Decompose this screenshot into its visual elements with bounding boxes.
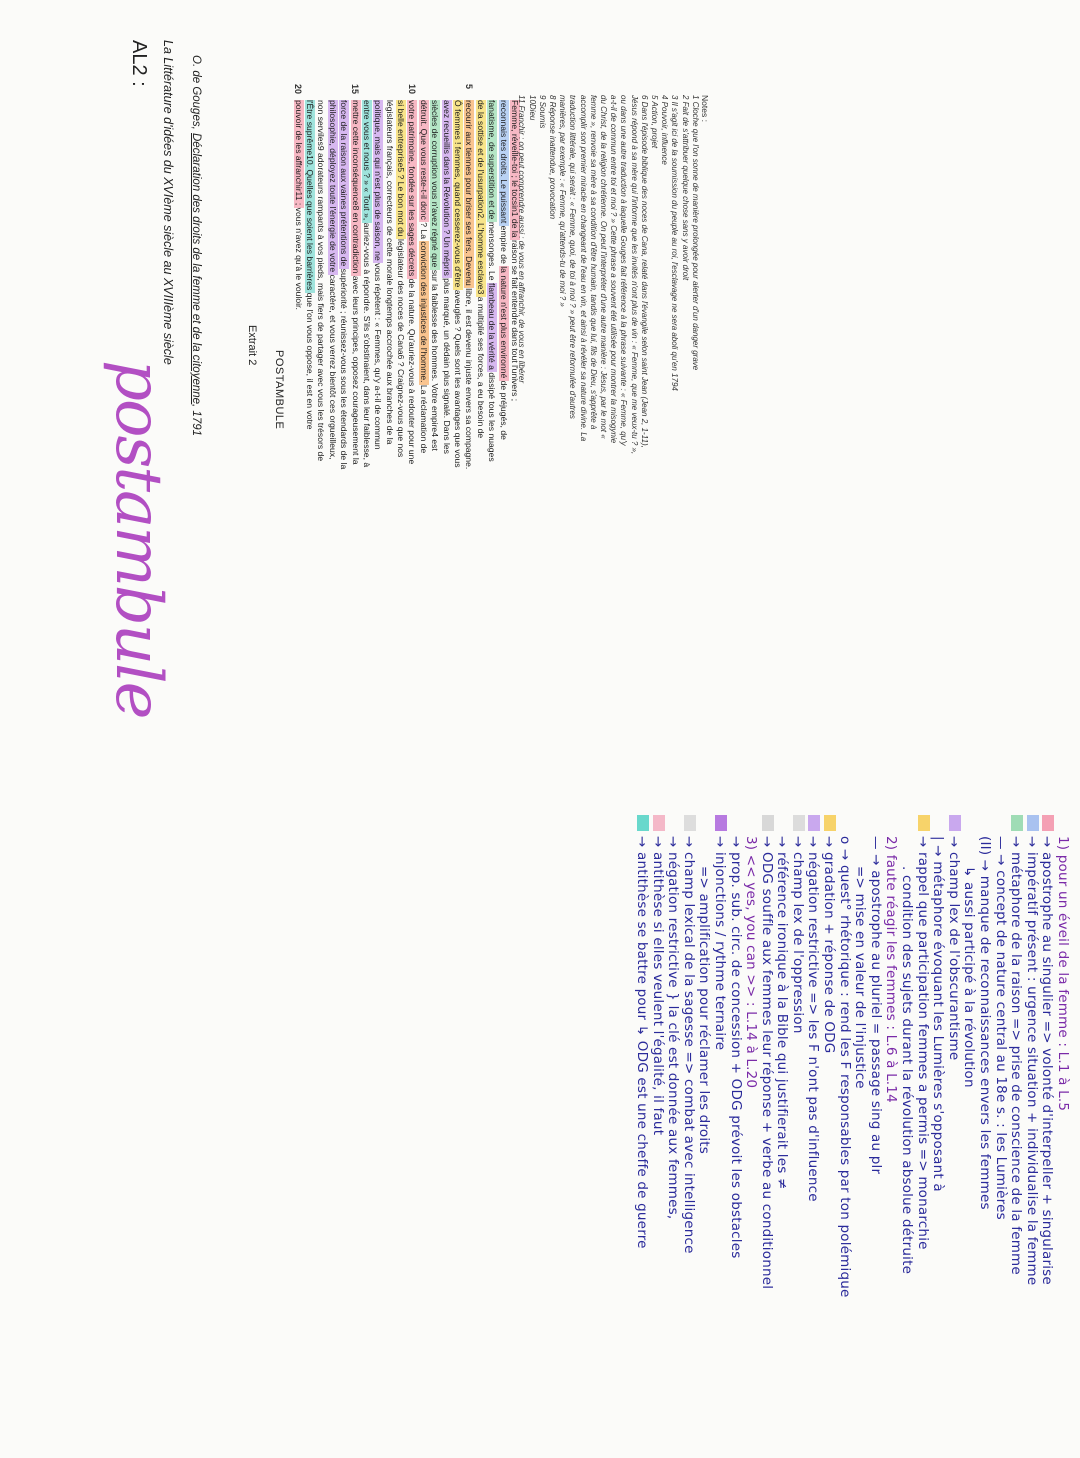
passage-line: l'Être suprême10. Quelles que soient les barrières que l'on vous oppose, il est en votre [304, 100, 315, 430]
page-label: AL2 : [128, 40, 150, 87]
analysis-item [930, 815, 946, 1455]
highlight-swatch [949, 815, 961, 831]
passage-line: politique, mais qui n'est plus de saison, ne vous répètent : « Femmes, qu'y a-t-il de commun [373, 100, 384, 450]
handwritten-analysis [633, 815, 1070, 1455]
section-title: POSTAMBULE [273, 350, 285, 430]
footnote: manières, par exemple : « Femme, qu'attends-tu de moi ? » [558, 95, 568, 307]
footnote: 8 Réponse inattendue, provocation [547, 95, 557, 220]
passage-line: fanatisme, de superstition et de mensonges. Le flambeau de la vérité a dissipé tous les nuages [487, 100, 498, 462]
analysis-item [633, 815, 649, 1455]
line-number: 5 [464, 84, 475, 90]
analysis-text: — → apostrophe au pluriel = passage sing au plr [867, 836, 884, 1175]
analysis-item [711, 815, 727, 1455]
passage-line: Femme, réveille-toi ; le tocsin1 de la raison se fait entendre dans tout l'univers ; [510, 100, 520, 402]
analysis-text: → injonctions / rythme ternaire [711, 836, 728, 1051]
footnote: 6 Dans l'épisode biblique des noces de Cana, relaté dans l'évangile selon saint Jean (Jean 2, 1-11), [639, 95, 649, 448]
passage-text [290, 84, 520, 760]
analysis-item [1039, 815, 1055, 1455]
passage-line: avez recueillis dans la Révolution ? Un mépris plus marqué, un dédain plus signalé. Dans les [441, 100, 452, 454]
passage-line: force de la raison aux vaines prétentions de supériorité ; réunissez-vous sous les étendards de la [339, 100, 350, 470]
footnote: du Christ, de la religion chrétienne. On peut l'interpréter d'une autre manière : Jésus, par le mot « [598, 95, 608, 439]
passage-line: recourir aux tiennes pour briser ses fers. Devenu libre, il est devenu injuste envers sa compagne. [464, 100, 475, 470]
analysis-text: => mise en valeur de l'injustice [852, 866, 869, 1089]
analysis-item [758, 815, 774, 1455]
analysis-text: → antithèse se battre pour ↳ ODG est une cheffe de guerre [633, 836, 650, 1249]
analysis-item [976, 815, 992, 1455]
passage-line: pouvoir de les affranchir11 ; vous n'avez qu'à le vouloir. [293, 100, 304, 310]
highlight-swatch [793, 815, 805, 831]
passage-line: reconnais tes droits. Le puissant empire de la nature n'est plus environné de préjugés, de [498, 100, 509, 440]
analysis-text: (II) → manque de reconnaissances envers les femmes [977, 836, 994, 1210]
analysis-item [883, 815, 899, 1455]
source-author: O. de Gouges, [190, 55, 202, 133]
analysis-text: → champ lexical de la sagesse => combat avec intelligence [680, 836, 697, 1254]
passage-line: siècles de corruption vous n'avez régné que sur la faiblesse des hommes. Votre empire4 est [430, 100, 441, 451]
footnote: 3 Il s'agit ici de la soumission du peuple au roi, l'esclavage ne sera aboli qu'en 1794 [670, 95, 680, 391]
analysis-item [945, 815, 961, 1455]
analysis-item [821, 815, 837, 1455]
passage-line: mettre cette inconséquence8 en contradiction avec leurs principes, opposez courageusement la [350, 100, 361, 465]
passage-line: Ô femmes ! femmes, quand cesserez-vous d'être aveugles ? Quels sont les avantages que vous [453, 100, 464, 468]
notes-title: Notes : [700, 95, 710, 122]
analysis-item [649, 815, 665, 1455]
analysis-text: . condition des sujets durant la révolution absolue détruite [899, 866, 916, 1275]
highlight-swatch [918, 815, 930, 831]
analysis-item [867, 815, 883, 1455]
footnote: 9 Soumis [537, 95, 547, 129]
footnote: 5 Action, projet [649, 95, 659, 149]
highlight-swatch [637, 815, 649, 831]
analysis-item [992, 815, 1008, 1455]
analysis-item [852, 815, 868, 1455]
highlight-swatch [653, 815, 665, 831]
footnote: 4 Pouvoir, influence [660, 95, 670, 165]
passage-line: détruit. Que vous reste-t-il donc ? La conviction des injustices de l'homme. La réclamation de [418, 100, 429, 454]
highlight-swatch [1042, 815, 1054, 831]
footnote: 2 Fait de s'attribuer quelque chose sans y avoir droit [680, 95, 690, 281]
analysis-item [961, 815, 977, 1455]
analysis-text: → apostrophe au singulier => volonté d'interpeller + singularise [1039, 836, 1056, 1285]
highlight-swatch [824, 815, 836, 831]
analysis-item [898, 815, 914, 1455]
analysis-text: 1) pour un éveil de la femme : L.1 à L.5 [1055, 836, 1071, 1112]
footnote: femme », renvoie sa mère à sa condition d'être humain, tandis que lui, fils de Dieu, s'apprête à [588, 95, 598, 430]
footnote: accomplir son premier miracle en changeant de l'eau en vin, et ainsi à révéler sa nature divine. La [578, 95, 588, 442]
highlight-swatch [762, 815, 774, 831]
passage-line: si belle entreprise5 ? Le bon mot du législateur des noces de Cana6 ? Craignez-vous que nos [396, 100, 407, 458]
source-year: , 1791 [190, 404, 202, 437]
analysis-text: → champ lex de l'oppression [789, 836, 806, 1034]
analysis-item [805, 815, 821, 1455]
analysis-item [836, 815, 852, 1455]
footnote: 11 Franchir : on peut comprendre aussi : de vous en affranchir, de vous en libérer [517, 95, 527, 384]
handwritten-title: postambule [101, 360, 175, 718]
line-number: 20 [293, 84, 304, 95]
source-citation [190, 55, 202, 436]
passage-line: entre vous et nous ? » « Tout », auriez-vous à répondre. S'ils s'obstinaient, dans leur faiblesse, à [361, 100, 372, 468]
analysis-text: → prop. sub. circ. de concession + ODG prévoit les obstacles [727, 836, 744, 1259]
footnote: traduction littérale, qui serait : « Femme, quoi, de toi à moi ? » peut être reformulée d'autres [568, 95, 578, 419]
passage-line: législateurs français, correcteurs de cette morale longtemps accrochée aux branches de la [384, 100, 395, 445]
highlight-swatch [1027, 815, 1039, 831]
analysis-text: → champ lex de l'obscurantisme [945, 836, 962, 1061]
analysis-item [774, 815, 790, 1455]
passage-line: philosophie, déployez toute l'énergie de votre caractère, et vous verrez bientôt ces orgueilleux, [327, 100, 338, 460]
analysis-text: — → concept de nature central au 18e s. : les Lumières [992, 836, 1009, 1220]
analysis-item [727, 815, 743, 1455]
analysis-text: → métaphore de la raison => prise de conscience de la femme [1008, 836, 1025, 1275]
footnote: a-t-il de commun entre toi et moi ? » Cette phrase a souvent été utilisée pour montrer la misogynie [609, 95, 619, 444]
analysis-item [1023, 815, 1039, 1455]
analysis-text: 2) faute réagir les femmes : L.6 à L.14 [883, 836, 900, 1103]
analysis-text: → rappel que participation femmes a permis => monarchie [914, 836, 931, 1250]
analysis-item [665, 815, 681, 1455]
analysis-text: → référence ironique à la Bible qui justifierait les ≠ [774, 836, 791, 1190]
analysis-text: → ODG souffle aux femmes leur réponse + verbe au conditionnel [758, 836, 775, 1290]
analysis-text: => amplification pour réclamer les droits [696, 866, 713, 1155]
footnote: Jésus répond à sa mère qui l'informe que les invités n'ont plus de vin : « Femme, que me veux-tu ? », [629, 95, 639, 455]
highlight-swatch [1011, 815, 1023, 831]
line-number: 15 [350, 84, 361, 95]
line-number: 10 [407, 84, 418, 95]
highlight-swatch [809, 815, 821, 831]
footnote: 10Dieu [527, 95, 537, 121]
passage-line: de la sottise et de l'usurpation2. L'homme esclave3 a multiplié ses forces, a eu besoin de [475, 100, 486, 439]
analysis-text: ↳ aussi participé à la révolution [961, 866, 978, 1088]
passage-line: votre patrimoine, fondée sur les sages décrets de la nature. Qu'auriez-vous à redouter pour une [407, 100, 418, 465]
analysis-text: 3) << yes, you can >> : L.14 à L.20 [743, 836, 760, 1089]
analysis-item [1008, 815, 1024, 1455]
extract-label: Extrait 2 [246, 325, 258, 366]
footnotes [516, 95, 710, 715]
analysis-text: | → métaphore évoquant les Lumières s'opposant à [930, 836, 947, 1192]
source-title: Déclaration des droits de la femme et de la citoyenne [190, 133, 202, 405]
analysis-item [1054, 815, 1070, 1455]
analysis-text: → négation restrictive => les F n'ont pas d'influence [805, 836, 822, 1202]
analysis-text: → négation restrictive } la clé est donnée aux femmes, [665, 836, 682, 1220]
analysis-text: → gradation + réponse de ODG [821, 836, 838, 1054]
analysis-text: o → quest° rhétorique : rend les F responsables par ton polémique [836, 836, 853, 1298]
footnote: ou dans une autre traduction à laquelle Gouges fait référence à la phrase suivante : « Femme, qu'y [619, 95, 629, 446]
analysis-text: → impératif présent : urgence situation + individualise la femme [1023, 836, 1040, 1286]
analysis-item [696, 815, 712, 1455]
highlight-swatch [715, 815, 727, 831]
footnote: 1 Cloche que l'on sonne de manière prolongée pour alerter d'un danger grave [690, 95, 700, 371]
analysis-text: → antithèse si elles veulent l'égalité, il faut [649, 836, 666, 1136]
analysis-item [680, 815, 696, 1455]
passage-line: non serviles9 adorateurs rampants à vos pieds, mais fiers de partager avec vous les trésors de [316, 100, 327, 462]
analysis-item [914, 815, 930, 1455]
highlight-swatch [684, 815, 696, 831]
analysis-item [743, 815, 759, 1455]
document-heading: La Littérature d'idées du XVIème siècle au XVIIIème siècle [161, 40, 175, 365]
analysis-item [789, 815, 805, 1455]
